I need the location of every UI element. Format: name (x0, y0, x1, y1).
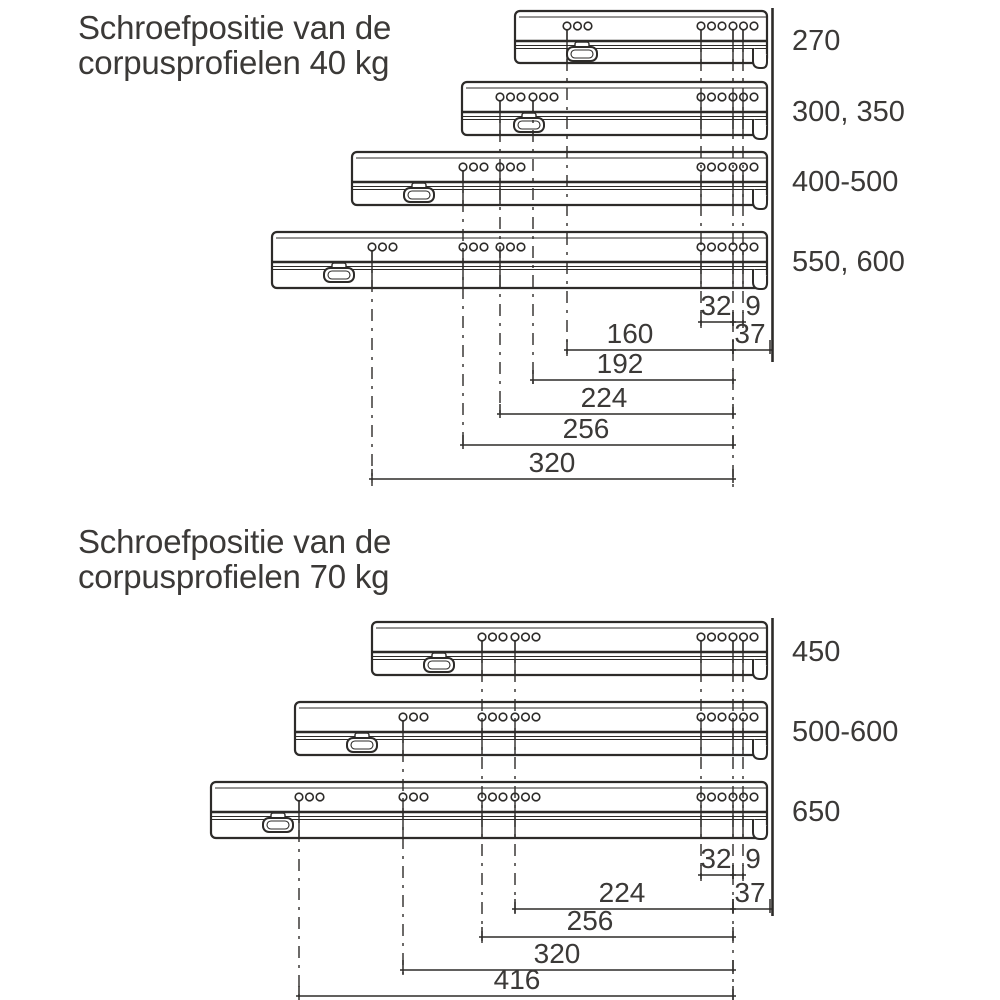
slide-length-label: 300, 350 (792, 96, 905, 128)
screw-hole (499, 793, 507, 801)
screw-hole (697, 22, 705, 30)
screw-hole (499, 633, 507, 641)
screw-hole (750, 793, 758, 801)
screw-hole (750, 163, 758, 171)
slide-length-label: 550, 600 (792, 246, 905, 278)
screw-hole (718, 243, 726, 251)
dimension-value: 160 (606, 318, 654, 349)
screw-hole (480, 163, 488, 171)
dimension-value: 320 (528, 447, 576, 478)
screw-hole (729, 633, 737, 641)
screw-hole (511, 633, 519, 641)
screw-hole (379, 243, 387, 251)
screw-hole (507, 163, 515, 171)
screw-hole (708, 243, 716, 251)
screw-hole-group (697, 22, 726, 30)
screw-hole-group (529, 93, 558, 101)
dimension-value: 224 (598, 877, 646, 908)
screw-hole (470, 243, 478, 251)
screw-hole (550, 93, 558, 101)
screw-hole (522, 633, 530, 641)
section-70kg (211, 618, 898, 1000)
slide-450 (372, 622, 767, 679)
dimension-value: 256 (562, 413, 610, 444)
screw-hole (750, 22, 758, 30)
screw-hole (708, 93, 716, 101)
dimension-value: 37 (734, 318, 766, 349)
screw-hole-group (478, 633, 507, 641)
screw-hole (697, 633, 705, 641)
screw-hole (740, 22, 748, 30)
screw-hole (708, 793, 716, 801)
screw-hole (750, 713, 758, 721)
screw-hole (708, 22, 716, 30)
screw-hole (410, 713, 418, 721)
screw-hole (540, 93, 548, 101)
dimension-value: 416 (493, 964, 541, 995)
screw-hole (507, 93, 515, 101)
screw-hole-group (729, 633, 758, 641)
screw-hole-group (729, 22, 758, 30)
screw-hole (522, 713, 530, 721)
slide-length-label: 400-500 (792, 166, 899, 198)
screw-hole (478, 633, 486, 641)
screw-hole (718, 633, 726, 641)
dimension-value: 9 (745, 290, 761, 321)
slide-length-label: 450 (792, 636, 841, 668)
dimension-37 (730, 877, 773, 913)
slide-length-label: 270 (792, 25, 841, 57)
screw-hole (420, 793, 428, 801)
slide-body (515, 11, 767, 63)
screw-hole (489, 633, 497, 641)
screw-hole (740, 633, 748, 641)
screw-hole (750, 633, 758, 641)
screw-hole (729, 22, 737, 30)
dimension-value: 9 (745, 843, 761, 874)
screw-hole (489, 793, 497, 801)
screw-hole (517, 163, 525, 171)
dimension-value: 256 (566, 905, 614, 936)
dimension-value: 192 (596, 348, 644, 379)
screw-hole (389, 243, 397, 251)
screw-hole-group (295, 793, 324, 801)
dimension-256 (479, 905, 736, 941)
screw-hole (522, 793, 530, 801)
screw-hole (532, 633, 540, 641)
screw-hole (399, 713, 407, 721)
slide-300-350 (462, 82, 767, 139)
screw-hole (459, 163, 467, 171)
screw-hole (306, 793, 314, 801)
screw-hole (316, 793, 324, 801)
screw-hole (489, 713, 497, 721)
screw-hole (718, 713, 726, 721)
screw-hole (480, 243, 488, 251)
title-line: Schroefpositie van de (78, 523, 392, 560)
screw-hole (718, 93, 726, 101)
screw-hole (708, 163, 716, 171)
dimension-value: 32 (700, 843, 732, 874)
dimension-value: 320 (533, 938, 581, 969)
title-line: corpusprofielen 40 kg (78, 44, 390, 81)
slide-550-600 (272, 232, 767, 289)
dimension-32 (698, 843, 736, 879)
dimension-320 (369, 447, 736, 483)
dimension-256 (460, 413, 736, 449)
screw-hole (708, 713, 716, 721)
slide-650 (211, 782, 767, 839)
slide-body (211, 782, 767, 838)
dimension-224 (512, 877, 736, 913)
screw-hole (718, 163, 726, 171)
slide-length-label: 650 (792, 796, 841, 828)
screw-hole (517, 93, 525, 101)
title-line: Schroefpositie van de (78, 9, 392, 46)
screw-hole (750, 93, 758, 101)
slide-length-label: 500-600 (792, 716, 899, 748)
screw-hole (295, 793, 303, 801)
slide-body (462, 82, 767, 135)
screw-hole-group (563, 22, 592, 30)
screw-hole-group (697, 633, 726, 641)
screw-hole (718, 22, 726, 30)
screw-hole (584, 22, 592, 30)
dimension-32 (698, 290, 736, 326)
screw-hole (532, 793, 540, 801)
dimension-224 (497, 382, 736, 418)
screw-hole-group (399, 713, 428, 721)
slide-270 (515, 11, 767, 68)
screw-hole (718, 793, 726, 801)
section-40kg (272, 8, 905, 490)
screw-hole (563, 22, 571, 30)
slide-500-600 (295, 702, 767, 759)
screw-hole (507, 243, 515, 251)
title-line: corpusprofielen 70 kg (78, 558, 390, 595)
dimension-37 (730, 318, 773, 354)
dimension-9 (730, 843, 761, 879)
screw-hole (410, 793, 418, 801)
screw-hole (574, 22, 582, 30)
dimension-value: 37 (734, 877, 766, 908)
screw-hole-group (496, 93, 525, 101)
screw-hole (499, 713, 507, 721)
dimension-value: 224 (580, 382, 628, 413)
dimension-320 (400, 938, 736, 974)
screw-hole (517, 243, 525, 251)
screw-hole (708, 633, 716, 641)
dimension-160 (564, 318, 736, 354)
dimension-value: 32 (700, 290, 732, 321)
slide-400-500 (352, 152, 767, 209)
screw-hole (529, 93, 537, 101)
screw-hole (532, 713, 540, 721)
screw-hole-group (459, 163, 488, 171)
screw-hole (496, 93, 504, 101)
screw-hole-group (368, 243, 397, 251)
screw-hole (420, 713, 428, 721)
dimension-192 (530, 348, 736, 384)
screw-hole-group (511, 633, 540, 641)
screw-hole (368, 243, 376, 251)
screw-hole (750, 243, 758, 251)
screw-hole (470, 163, 478, 171)
